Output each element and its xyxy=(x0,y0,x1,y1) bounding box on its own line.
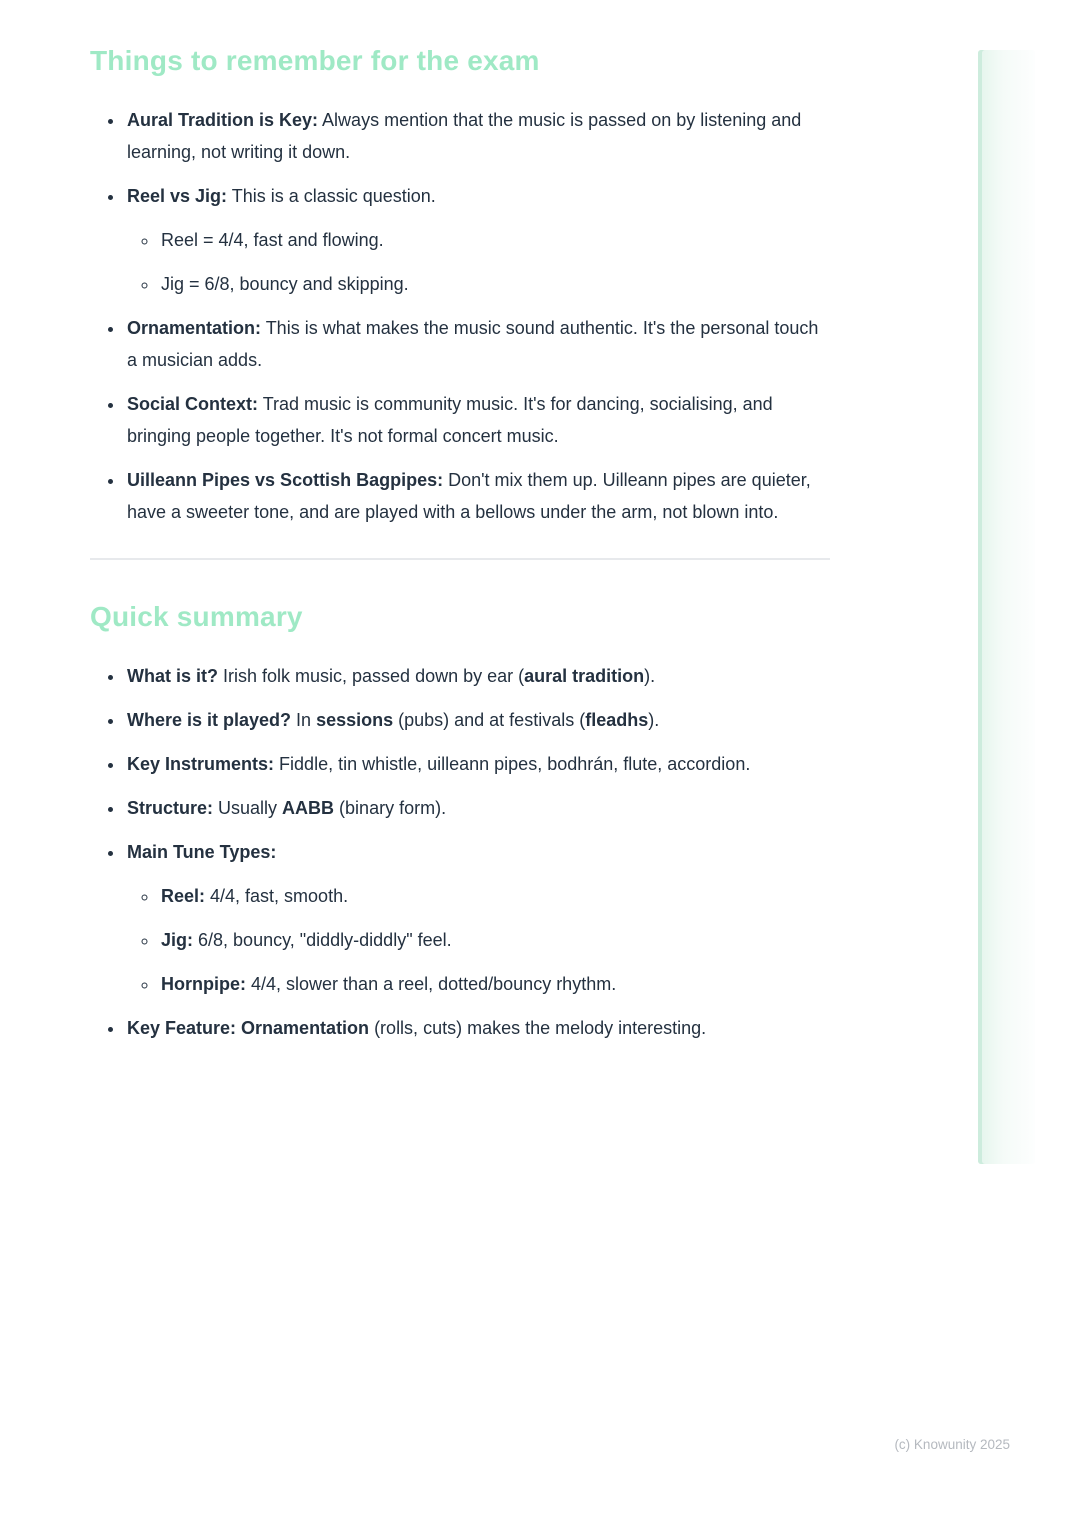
list-item xyxy=(125,836,830,1000)
text: 4/4, fast, smooth. xyxy=(205,886,349,906)
sub-list-item xyxy=(159,968,830,1000)
list-item xyxy=(125,104,830,168)
list-item xyxy=(125,748,830,780)
bold-text: Uilleann Pipes vs Scottish Bagpipes: xyxy=(127,470,444,490)
bold-text: Where is it played? xyxy=(127,710,292,730)
bold-text: sessions xyxy=(316,710,394,730)
list-item xyxy=(125,1012,830,1044)
bold-text: Reel vs Jig: xyxy=(127,186,228,206)
bold-text: Hornpipe: xyxy=(161,974,246,994)
sub-list-item xyxy=(159,880,830,912)
text: (pubs) and at festivals ( xyxy=(393,710,586,730)
bold-text: Key Feature: Ornamentation xyxy=(127,1018,370,1038)
list-item xyxy=(125,180,830,300)
text: This is a classic question. xyxy=(227,186,436,206)
text: Don't mix them up. Uilleann pipes are quieter, have a sweeter tone, and are played with a bellows under the arm, not blown into. xyxy=(127,470,811,522)
section-title-exam-tips: Things to remember for the exam xyxy=(90,45,540,76)
bold-text: Social Context: xyxy=(127,394,259,414)
list-item xyxy=(125,792,830,824)
sub-list-item xyxy=(159,924,830,956)
list-item xyxy=(125,464,830,528)
bold-text: aural tradition xyxy=(524,666,645,686)
copyright-text: (c) Knowunity 2025 xyxy=(894,1437,1010,1452)
text: (binary form). xyxy=(334,798,447,818)
bold-text: fleadhs xyxy=(585,710,649,730)
bold-text: Key Instruments: xyxy=(127,754,275,774)
quick-summary-list xyxy=(90,660,830,1044)
bold-text: Ornamentation: xyxy=(127,318,262,338)
sub-list xyxy=(127,224,830,300)
list-item xyxy=(125,388,830,452)
bold-text: Aural Tradition is Key: xyxy=(127,110,319,130)
text: Always mention that the music is passed on by listening and learning, not writing it down. xyxy=(127,110,802,162)
document-content xyxy=(90,44,830,1044)
list-item xyxy=(125,660,830,692)
section-quick-summary xyxy=(90,600,830,1044)
sub-list xyxy=(127,880,830,1000)
text: (rolls, cuts) makes the melody interesting. xyxy=(369,1018,707,1038)
sub-list-item xyxy=(159,224,830,256)
text: Irish folk music, passed down by ear ( xyxy=(218,666,525,686)
bold-text: What is it? xyxy=(127,666,218,686)
text: Jig = 6/8, bouncy and skipping. xyxy=(161,274,409,294)
text: Fiddle, tin whistle, uilleann pipes, bodhrán, flute, accordion. xyxy=(274,754,751,774)
sub-list-item xyxy=(159,268,830,300)
text: ). xyxy=(644,666,656,686)
bold-text: Main Tune Types: xyxy=(127,842,277,862)
text: 6/8, bouncy, "diddly-diddly" feel. xyxy=(193,930,452,950)
bold-text: AABB xyxy=(282,798,335,818)
bold-text: Structure: xyxy=(127,798,214,818)
exam-tips-list xyxy=(90,104,830,528)
list-item xyxy=(125,704,830,736)
decorative-side-strip xyxy=(978,50,1035,1164)
text: In xyxy=(291,710,317,730)
bold-text: Reel: xyxy=(161,886,206,906)
text: Trad music is community music. It's for dancing, socialising, and bringing people together. It's not formal concert music. xyxy=(127,394,773,446)
bold-text: Jig: xyxy=(161,930,194,950)
list-item xyxy=(125,312,830,376)
text: Reel = 4/4, fast and flowing. xyxy=(161,230,384,250)
section-exam-tips xyxy=(90,44,830,528)
text: 4/4, slower than a reel, dotted/bouncy rhythm. xyxy=(246,974,617,994)
text: ). xyxy=(648,710,660,730)
text: This is what makes the music sound authentic. It's the personal touch a musician adds. xyxy=(127,318,819,370)
section-title-quick-summary: Quick summary xyxy=(90,601,303,632)
section-divider xyxy=(90,558,830,560)
text: Usually xyxy=(213,798,283,818)
